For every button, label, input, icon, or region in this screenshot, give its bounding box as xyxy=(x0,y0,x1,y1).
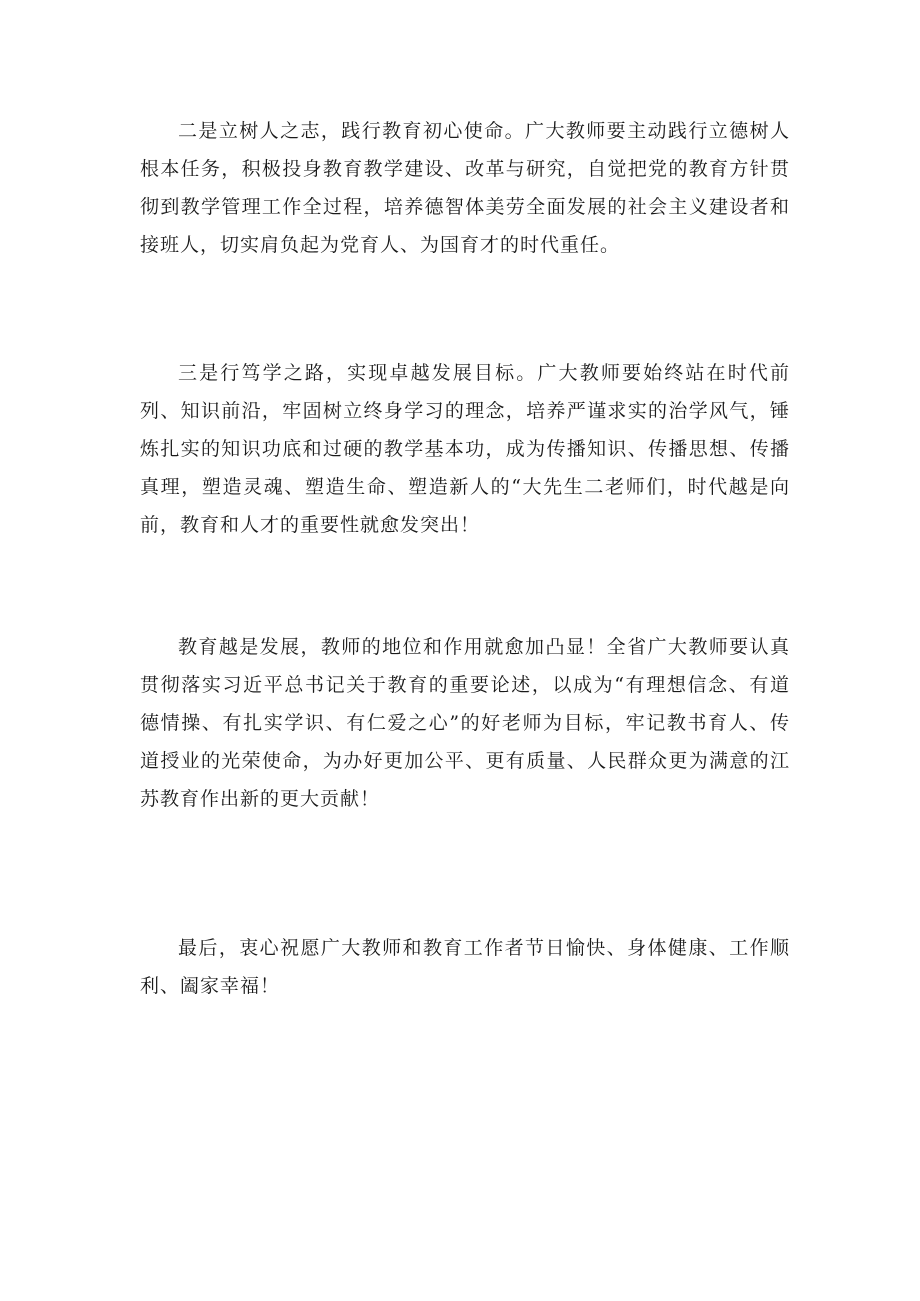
paragraph-2: 三是行笃学之路，实现卓越发展目标。广大教师要始终站在时代前列、知识前沿，牢固树立终身学习的理念，培养严谨求实的治学风气，锤炼扎实的知识功底和过硬的教学基本功，成为传播知识、传播思想、传播真理，塑造灵魂、塑造生命、塑造新人的“大先生二老师们，时代越是向前，教育和人才的重要性就愈发突出！ xyxy=(140,362,790,536)
paragraph-4: 最后，衷心祝愿广大教师和教育工作者节日愉快、身体健康、工作顺利、阖家幸福！ xyxy=(140,937,790,997)
paragraph-3: 教育越是发展，教师的地位和作用就愈加凸显！全省广大教师要认真贯彻落实习近平总书记关于教育的重要论述，以成为“有理想信念、有道德情操、有扎实学识、有仁爱之心”的好老师为目标，牢记教书育人、传道授业的光荣使命，为办好更加公平、更有质量、人民群众更为满意的江苏教育作出新的更大贡献！ xyxy=(140,636,790,810)
paragraph-1: 二是立树人之志，践行教育初心使命。广大教师要主动践行立德树人根本任务，积极投身教育教学建设、改革与研究，自觉把党的教育方针贯彻到教学管理工作全过程，培养德智体美劳全面发展的社会主义建设者和接班人，切实肩负起为党育人、为国育才的时代重任。 xyxy=(140,120,790,256)
